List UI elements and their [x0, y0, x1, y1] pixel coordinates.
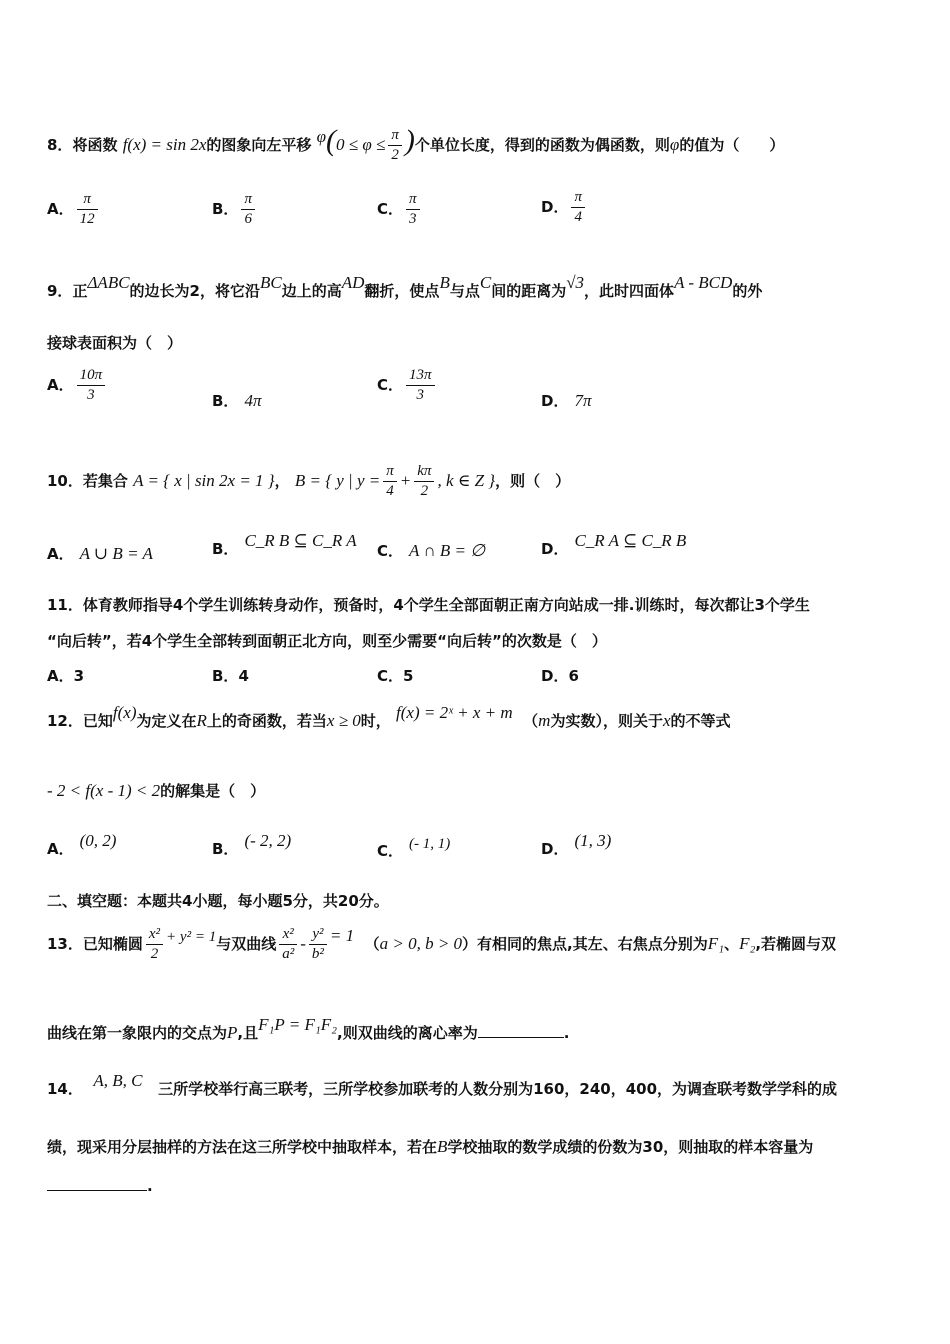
q8-option-c: C． $\frac{\pi}{3}$ [377, 190, 423, 229]
q14-stem-line3: . [47, 1176, 153, 1195]
q8-option-a: A． $\frac{\pi}{12}$ [47, 190, 101, 229]
q9-option-d: D． 7π [541, 391, 592, 410]
q10-option-c: C． A ∩ B = ∅ [377, 541, 486, 560]
q13-stem-line2: 曲线在第一象限内的交点为P,且F₁P = F₁F₂,则双曲线的离心率为 . [47, 1015, 570, 1042]
q11-option-c: C．5 [377, 667, 414, 685]
q9-stem: 9．正ΔABC的边长为2，将它沿BC边上的高AD翻折，使点B与点C间的距离为√3，此时四面体A - BCD的外 [47, 273, 763, 300]
q9-option-a: A． $\frac{10\pi}{3}$ [47, 366, 108, 405]
q9-option-b: B． 4π [212, 391, 262, 410]
q14-stem: 14． A, B, C 三所学校举行高三联考，三所学校参加联考的人数分别为160，240，400，为调查联考数学学科的成 [47, 1071, 838, 1098]
q13-answer-blank[interactable] [478, 1023, 564, 1038]
q11-stem: 11．体育教师指导4个学生训练转身动作，预备时，4个学生全部面朝正南方向站成一排.训练时，每次都让3个学生 [47, 596, 810, 614]
q9-stem-line2: 接球表面积为（ ） [47, 334, 183, 352]
q8-phi: φ [316, 127, 327, 146]
q11-option-d: D．6 [541, 667, 579, 685]
q12-option-d: D． (1, 3) [541, 831, 612, 858]
q13-stem: 13．已知椭圆 $\frac{\text{x²}}{2}$ + y² = 1与双曲线 $\frac{\text{x²}}{\text{a²}}$ - $\frac{\text{y²}}{\text{b²}}$ = 1 （a > 0, b > 0）有相同的焦点,其左、右焦点分别为F₁、F₂,若椭圆与双 [47, 926, 837, 962]
q12-option-c: C． (- 1, 1) [377, 836, 451, 860]
q12-option-b: B． (- 2, 2) [212, 831, 292, 858]
section-2-heading: 二、填空题：本题共4小题，每小题5分，共20分。 [47, 892, 389, 910]
q8-option-b: B． $\frac{\pi}{6}$ [212, 190, 258, 229]
q12-option-a: A． (0, 2) [47, 831, 117, 858]
q14-stem-line2: 绩，现采用分层抽样的方法在这三所学校中抽取样本，若在B学校抽取的数学成绩的份数为30，则抽取的样本容量为 [47, 1137, 814, 1156]
q8-pi-over-2: $\frac{\pi}{2}$ [388, 126, 402, 165]
q11-stem-line2: “向后转”，若4个学生全部转到面朝正北方向，则至少需要“向后转”的次数是（ ） [47, 632, 607, 650]
q11-option-a: A．3 [47, 667, 85, 685]
q10-option-b: B． C_R B ⊆ C_R A [212, 531, 357, 558]
q9-option-c: C． $\frac{13\pi}{3}$ [377, 366, 438, 405]
q8-function: f(x) = sin 2x [122, 135, 207, 154]
q14-answer-blank[interactable] [47, 1176, 147, 1191]
q11-option-b: B．4 [212, 667, 249, 685]
q8-option-d: D． $\frac{\pi}{4}$ [541, 188, 588, 227]
q8-stem: 8．将函数 f(x) = sin 2x的图象向左平移 φ(0 ≤ φ ≤ $\frac{\pi}{2}$ )个单位长度，得到的函数为偶函数，则φ的值为（ ） [47, 124, 785, 163]
q10-option-a: A． A ∪ B = A [47, 544, 153, 563]
q10-stem: 10．若集合 A = { x | sin 2x = 1 }， B = { y | y = $\frac{\pi}{4}$ + $\frac{k\pi}{2}$ , k ∈ Z }，则（ ） [47, 463, 571, 499]
q12-stem: 12．已知f(x)为定义在R上的奇函数，若当x ≥ 0时， f(x) = 2ˣ + x + m （m为实数），则关于x的不等式 [47, 703, 731, 730]
q10-option-d: D． C_R A ⊆ C_R B [541, 531, 687, 558]
q12-stem-line2: - 2 < f(x - 1) < 2的解集是（ ） [47, 781, 266, 800]
